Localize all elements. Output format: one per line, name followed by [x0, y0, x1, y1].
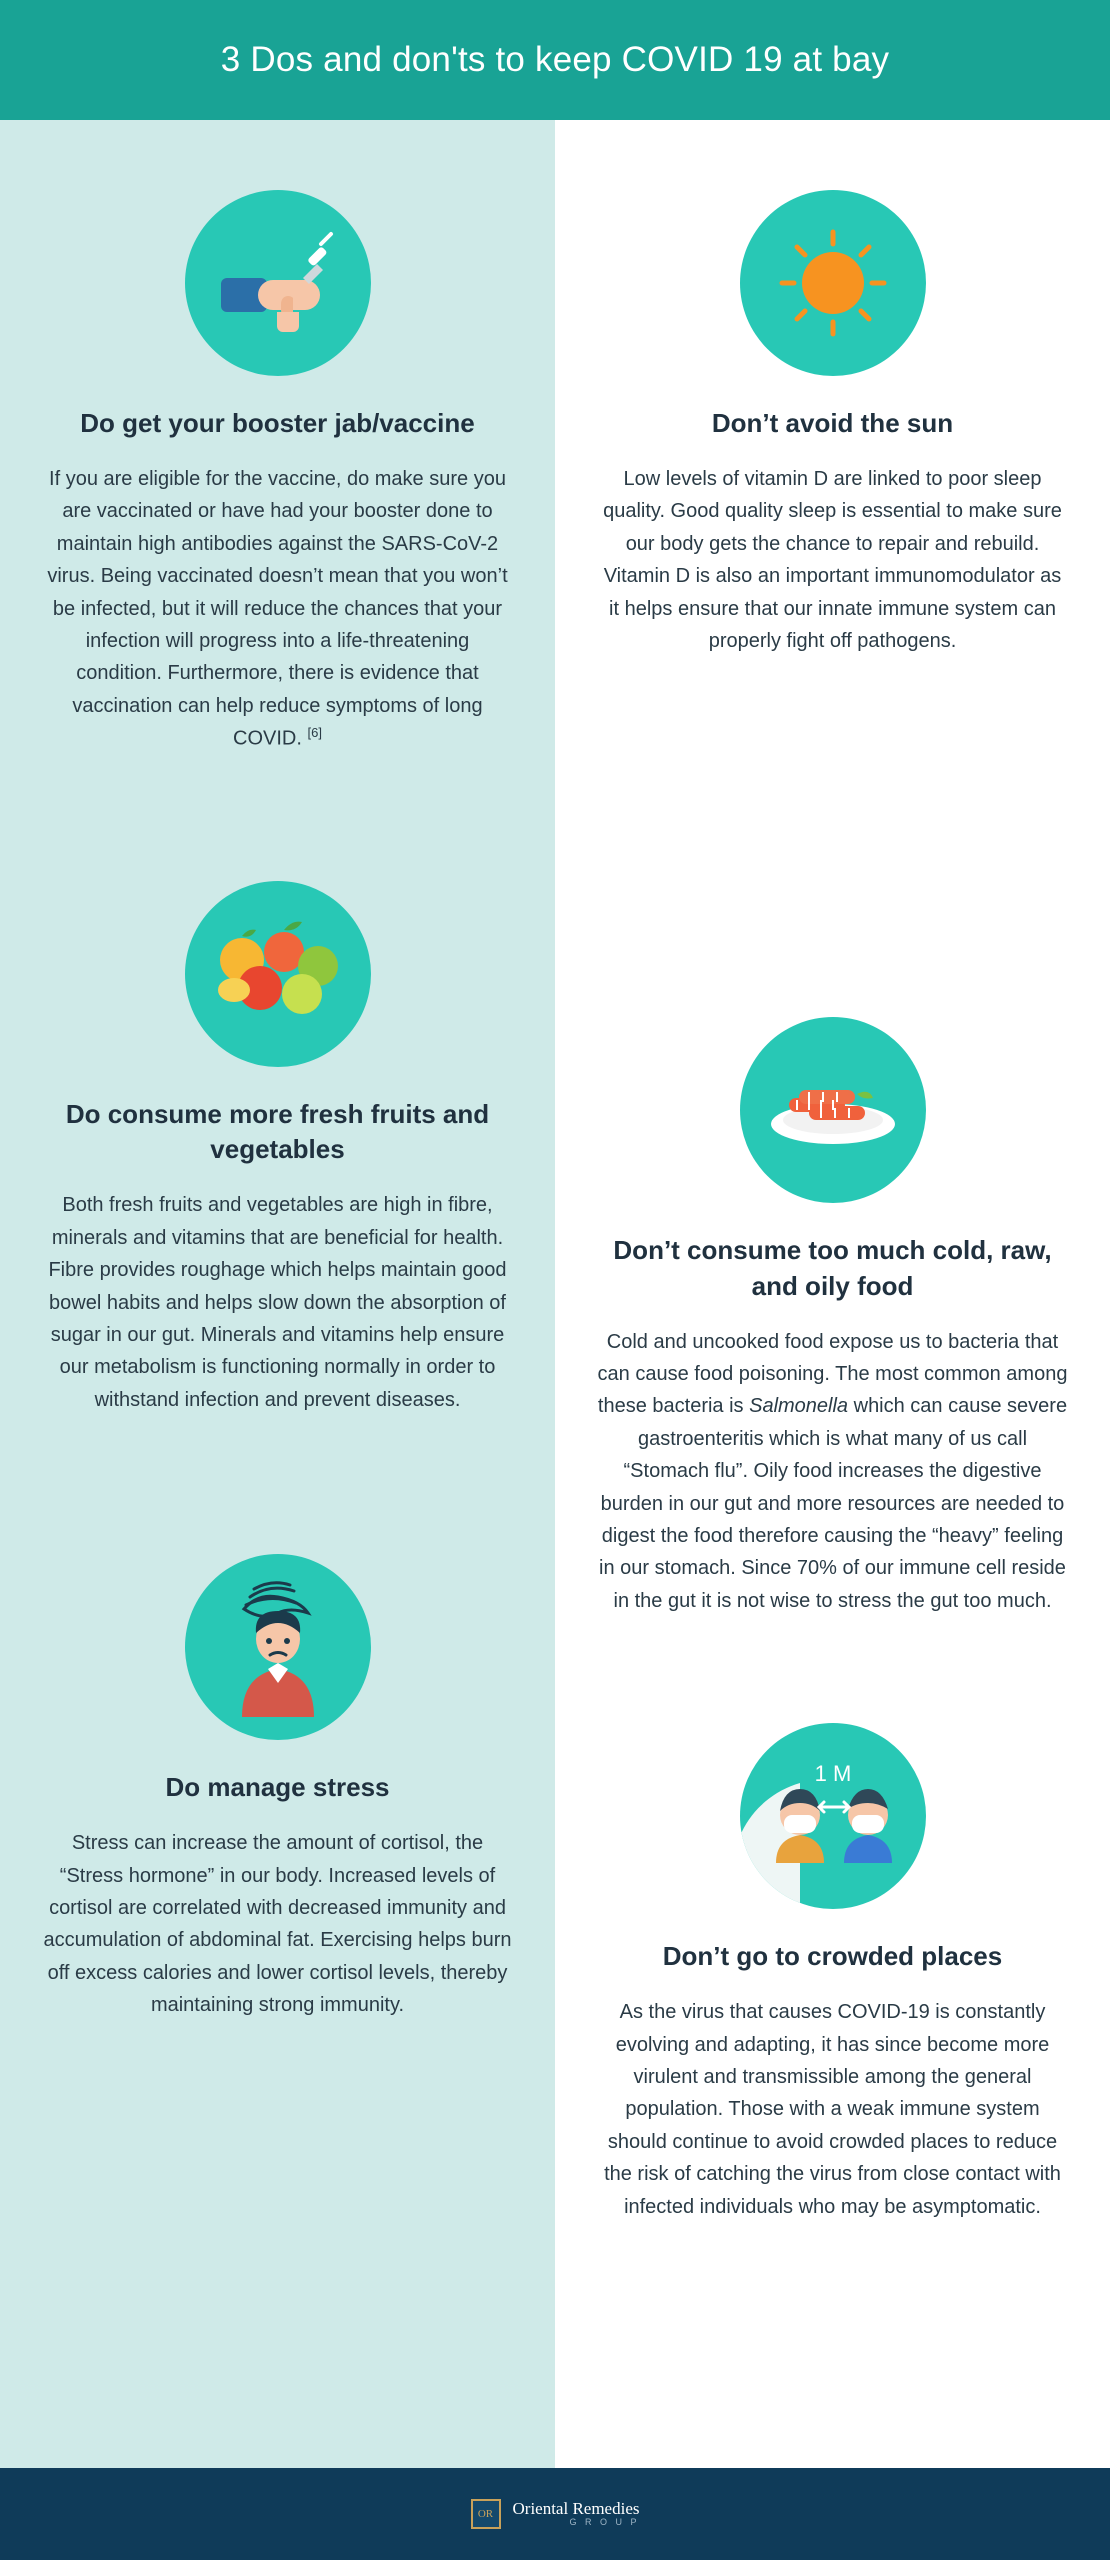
- distance-label: 1 M: [814, 1761, 851, 1787]
- brand-name: Oriental Remedies: [512, 2498, 640, 2518]
- card-body-text: If you are eligible for the vaccine, do make sure you are vaccinated or have had your booster done to maintain high antibodies against the SARS-CoV-2 virus. Being vaccinated doesn’t mean that you won’t be infected, but it will reduce the chances that your infection will progress into a life-threatening condition. Furthermore, there is evidence that vaccination can help reduce symptoms of long COVID.: [47, 468, 508, 750]
- card-body: As the virus that causes COVID-19 is constantly evolving and adapting, it has since become more virulent and transmissible among the general population. Those with a weak immune system should continue to avoid crowded places to reduce the risk of catching the virus from close contact with infected individuals who may be asymptomatic.: [604, 2001, 1061, 2218]
- card-body-part1: Cold and uncooked food expose us to bacteria that can cause food poisoning. The most common among these bacteria is: [597, 1330, 1068, 1418]
- social-distancing-icon: [740, 1723, 926, 1909]
- card-dont-crowded-places: [555, 1723, 1110, 2223]
- card-body: Stress can increase the amount of cortisol, the “Stress hormone” in our body. Increased levels of cortisol are correlated with decreased immunity and accumulation of abdominal fat. Exercising helps burn off excess calories and lower cortisol levels, thereby maintaining strong immunity.: [43, 1832, 512, 2017]
- card-title: Do manage stress: [165, 1772, 390, 1803]
- fruits-vegetables-icon: [185, 881, 371, 1067]
- brand-logo-icon: [471, 2499, 501, 2529]
- raw-salmon-plate-icon: [740, 1017, 926, 1203]
- icon-wrap: [42, 1554, 513, 1740]
- card-body-italic: Salmonella: [749, 1395, 849, 1418]
- card-title: Don’t consume too much cold, raw, and oily food: [613, 1235, 1052, 1301]
- card-title: Do get your booster jab/vaccine: [80, 408, 475, 438]
- spacer: [0, 1416, 555, 1524]
- stressed-person-icon: [185, 1554, 371, 1740]
- spacer: [0, 755, 555, 851]
- card-title: Do consume more fresh fruits and vegetables: [65, 1099, 490, 1165]
- icon-wrap: [597, 1723, 1068, 1909]
- vaccine-arm-icon: [185, 190, 371, 376]
- sun-icon: [740, 190, 926, 376]
- icon-wrap: [597, 1017, 1068, 1203]
- card-title: Don’t go to crowded places: [662, 1941, 1003, 1972]
- column-donts: [555, 120, 1110, 2468]
- card-do-booster: [0, 190, 555, 755]
- card-body: Low levels of vitamin D are linked to poor sleep quality. Good quality sleep is essential to make sure our body gets the chance to repair and rebuild. Vitamin D is also an important immunomodulator as it helps ensure that our innate immune system can properly fight off pathogens.: [603, 468, 1062, 653]
- brand-logo-text: OR: [477, 2508, 494, 2520]
- icon-wrap: [597, 190, 1068, 376]
- card-citation[interactable]: [6]: [307, 725, 322, 741]
- card-dont-cold-raw-oily: [555, 1017, 1110, 1617]
- card-dont-avoid-sun: [555, 190, 1110, 657]
- card-do-fruits: [0, 881, 555, 1416]
- card-title: Don’t avoid the sun: [711, 408, 954, 438]
- page-title: 3 Dos and don'ts to keep COVID 19 at bay: [220, 40, 890, 79]
- card-body: [42, 463, 513, 755]
- card-body: [597, 1326, 1068, 1618]
- brand-subtitle: G R O U P: [569, 2517, 640, 2528]
- content-columns: [0, 120, 1110, 2468]
- spacer: [555, 1617, 1110, 1693]
- icon-wrap: [42, 881, 513, 1067]
- spacer: [555, 657, 1110, 987]
- card-body: Both fresh fruits and vegetables are high in fibre, minerals and vitamins that are beneficial for health. Fibre provides roughage which helps maintain good bowel habits and helps slow down the absorption of sugar in our gut. Minerals and vitamins help ensure our metabolism is functioning normally in order to withstand infection and prevent diseases.: [48, 1194, 507, 1411]
- brand-text: [513, 2500, 640, 2529]
- column-dos: [0, 120, 555, 2468]
- card-body-part2: which can cause severe gastroenteritis which is what many of us call “Stomach flu”. Oily food increases the digestive burden in our gut and more resources are needed to digest the food therefore causing the “heavy” feeling in our stomach. Since 70% of our immune cell reside in the gut it is not wise to stress the gut too much.: [599, 1395, 1068, 1612]
- card-do-stress: [0, 1554, 555, 2021]
- header-banner: [0, 0, 1110, 120]
- footer-bar: [0, 2468, 1110, 2560]
- icon-wrap: [42, 190, 513, 376]
